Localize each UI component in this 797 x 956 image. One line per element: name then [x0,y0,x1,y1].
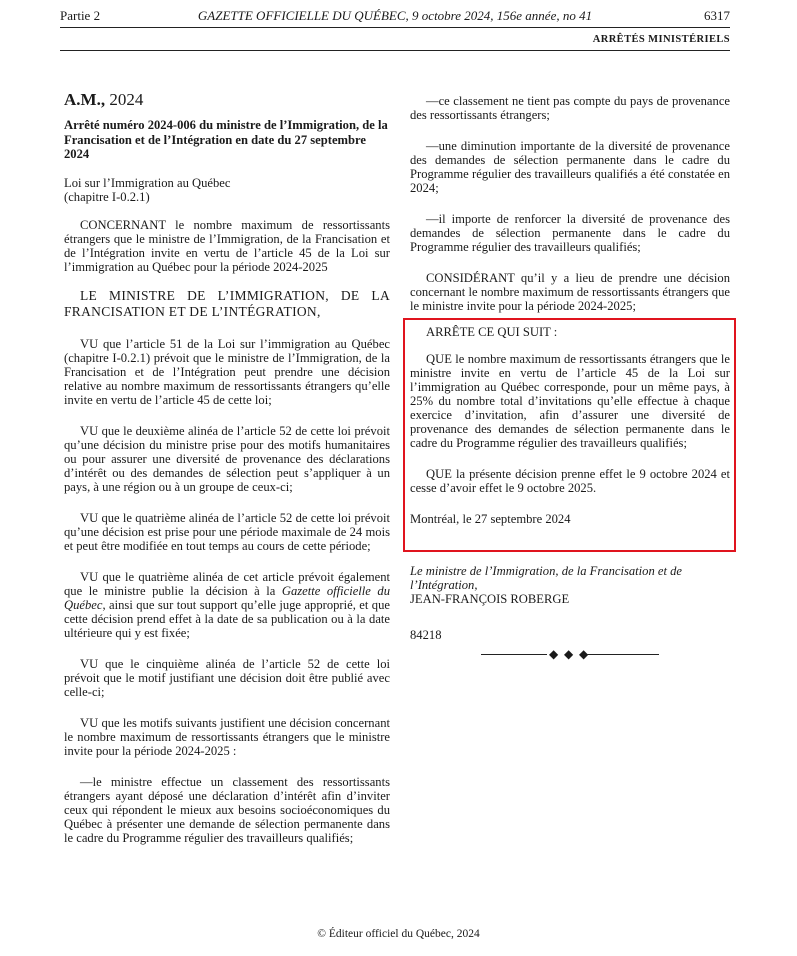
left-column [64,90,390,845]
page-number: 6317 [704,8,730,23]
motif-1: —le ministre effectue un classement des ressortissants étrangers ayant déposé une déclaration d’intérêt afin d’inviter ceux qui répondent le mieux aux besoins socioéconomiques du Québec à présenter une demande de sélection permanente dans le cadre du Programme régulier des travailleurs qualifiés; [64,774,390,845]
diamond-icon: ◆ [564,647,574,661]
reference-number: 84218 [410,628,442,642]
que-paragraph-2: QUE la présente décision prenne effet le 9 octobre 2024 et cesse d’avoir effet le 9 octobre 2025. [410,467,730,495]
que-paragraph-1: QUE le nombre maximum de ressortissants étrangers que le ministre invite en vertu de l’article 45 de la Loi sur l’immigration au Québec corresponde, pour un même pays, à 25% du nombre total d’invitations qu’elle effectue à chaque exercice d’invitation, afin d’assurer une diversité de provenance des demandes de sélection permanente dans le cadre du Programme régulier des travailleurs qualifiés; [410,352,730,450]
decision-block [410,325,730,526]
minister-heading: LE MINISTRE DE L’IMMIGRATION, DE LA FRANCISATION ET DE L’INTÉGRATION, [64,287,390,319]
place-date: Montréal, le 27 septembre 2024 [410,512,571,526]
page-footer: © Éditeur officiel du Québec, 2024 [317,928,480,940]
signatory-name: JEAN-FRANÇOIS ROBERGE [410,592,570,606]
gazette-title: GAZETTE OFFICIELLE DU QUÉBEC, 9 octobre 2024, 156e année, no 41 [197,8,593,23]
law-chapter: (chapitre I-0.2.1) [64,189,150,204]
section-label: ARRÊTÉS MINISTÉRIELS [592,34,730,45]
motif-2: —ce classement ne tient pas compte du pays de provenance des ressortissants étrangers; [410,94,730,122]
part-label: Partie 2 [60,8,101,23]
am-year: 2024 [105,90,144,109]
motif-3: —une diminution importante de la diversité de provenance des demandes de sélection permanente dans le cadre du Programme régulier des travailleurs qualifiés a été constatée en 2024; [410,139,730,195]
section-rule [60,50,730,51]
diamond-icon: ◆ [579,647,589,661]
vu-paragraph-4 [64,570,390,640]
decree-title: Arrêté numéro 2024-006 du ministre de l’Immigration, de la Francisation et de l’Intégration en date du 27 septembre 2024 [64,118,388,161]
am-heading [64,90,390,110]
vu-paragraph-3: VU que le quatrième alinéa de l’article 52 de cette loi prévoit qu’une décision est prise pour une période maximale de 24 mois et peut être modifiée en tout temps au cours de cette période; [64,510,390,553]
diamond-icon: ◆ [549,647,559,661]
concernant-paragraph: CONCERNANT le nombre maximum de ressortissants étrangers que le ministre de l’Immigration, de la Francisation et de l’Intégration invite en vertu de l’article 45 de la Loi sur l’immigration au Québec pour la période 2024-2025 [64,217,390,274]
vu4-text-a: VU que le quatrième alinéa de cet article prévoit également que le ministre publie la décision à la [64,569,390,598]
vu-paragraph-1: VU que l’article 51 de la Loi sur l’immigration au Québec (chapitre I-0.2.1) prévoit que le ministre de l’Immigration, de la Francisation et de l’Intégration peut prendre une décision relative au nombre maximum de ressortissants étrangers qu’elle invite en vertu de l’article 45 de cette loi; [64,336,390,407]
header-rule [60,27,730,28]
am-label: A.M., [64,90,106,109]
vu-paragraph-5: VU que le cinquième alinéa de l’article 52 de cette loi prévoit que le motif justifiant une décision doit être publié avec celle-ci; [64,656,390,699]
vu-paragraph-6: VU que les motifs suivants justifient une décision concernant le nombre maximum de ressortissants étrangers que le ministre invite pour la période 2024-2025 : [64,715,390,758]
law-name: Loi sur l’Immigration au Québec [64,175,231,190]
gazette-reference: Gazette officielle du Québec [64,583,391,612]
vu-paragraph-2: VU que le deuxième alinéa de l’article 52 de cette loi prévoit qu’une décision du ministre prise pour des motifs humanitaires ou pour assurer une diversité de provenance des déclarations d’intérêt ou des demandes de sélection peut s’appliquer à un pays, à une région ou à un groupe de ceux-ci; [64,423,390,494]
considerant-paragraph: CONSIDÉRANT qu’il y a lieu de prendre une décision concernant le nombre maximum de ressortissants étrangers que le ministre invite pour la période 2024-2025; [410,271,730,313]
diamond-ornament-icon [481,647,659,661]
right-column [410,94,730,313]
signatory-title: Le ministre de l’Immigration, de la Francisation et de l’Intégration, [410,564,683,592]
signature-block [410,564,730,642]
vu4-text-b: , ainsi que sur tout support qu’elle juge approprié, et que cette décision prend effet à la date de sa publication ou à la date ultérieure qui y est fixée; [64,597,390,640]
page-header [60,8,730,26]
motif-4: —il importe de renforcer la diversité de provenance des demandes de sélection permanente dans le cadre du Programme régulier des travailleurs qualifiés; [410,212,730,254]
arrete-heading: ARRÊTE CE QUI SUIT : [426,325,558,339]
